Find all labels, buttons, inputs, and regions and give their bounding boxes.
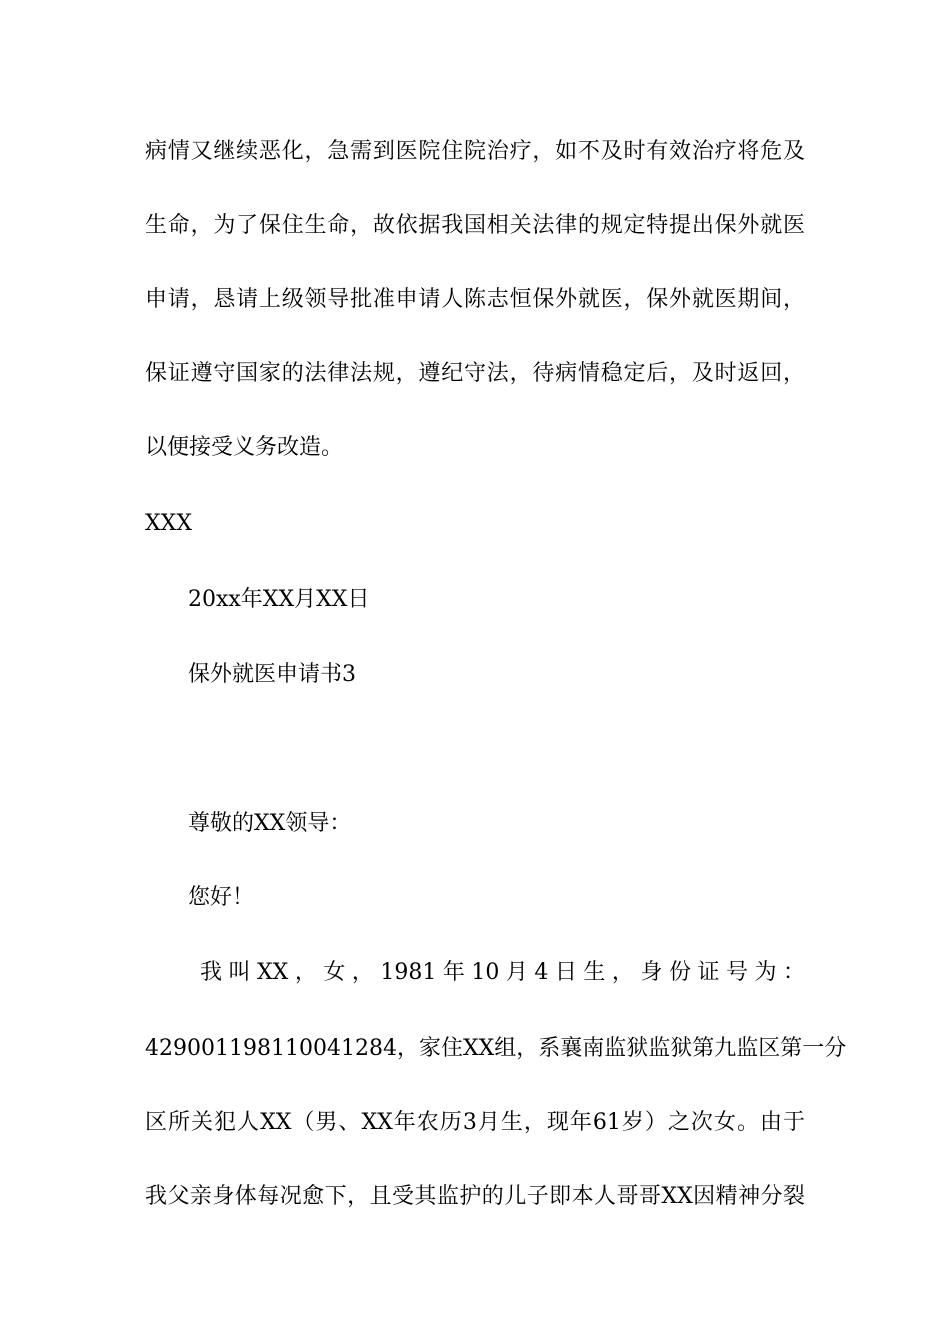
greeting: 您好！ (188, 885, 255, 910)
section-title: 保外就医申请书3 (188, 662, 356, 687)
paragraph-line: 病情又继续恶化，急需到医院住院治疗，如不及时有效治疗将危及 (145, 139, 805, 164)
paragraph-line: 保证遵守国家的法律法规，遵纪守法，待病情稳定后，及时返回， (145, 361, 805, 386)
paragraph-line: 申请，恳请上级领导批准申请人陈志恒保外就医，保外就医期间， (145, 287, 805, 312)
paragraph-line: 区所关犯人XX（男、XX年农历3月生，现年61岁）之次女。由于 (145, 1110, 805, 1135)
salutation: 尊敬的XX领导： (188, 811, 352, 836)
paragraph-line: 我父亲身体每况愈下，且受其监护的儿子即本人哥哥XX因精神分裂 (145, 1184, 805, 1209)
paragraph-line: 生命，为了保住生命，故依据我国相关法律的规定特提出保外就医 (145, 213, 805, 238)
paragraph-line: 我叫XX，女，1981年10月4日生，身份证号为： (200, 960, 805, 985)
date-line: 20xx年XX月XX日 (188, 587, 370, 612)
paragraph-line: 以便接受义务改造。 (145, 435, 344, 460)
paragraph-line: 429001198110041284，家住XX组，系襄南监狱监狱第九监区第一分 (145, 1036, 847, 1061)
signature: XXX (145, 511, 192, 536)
